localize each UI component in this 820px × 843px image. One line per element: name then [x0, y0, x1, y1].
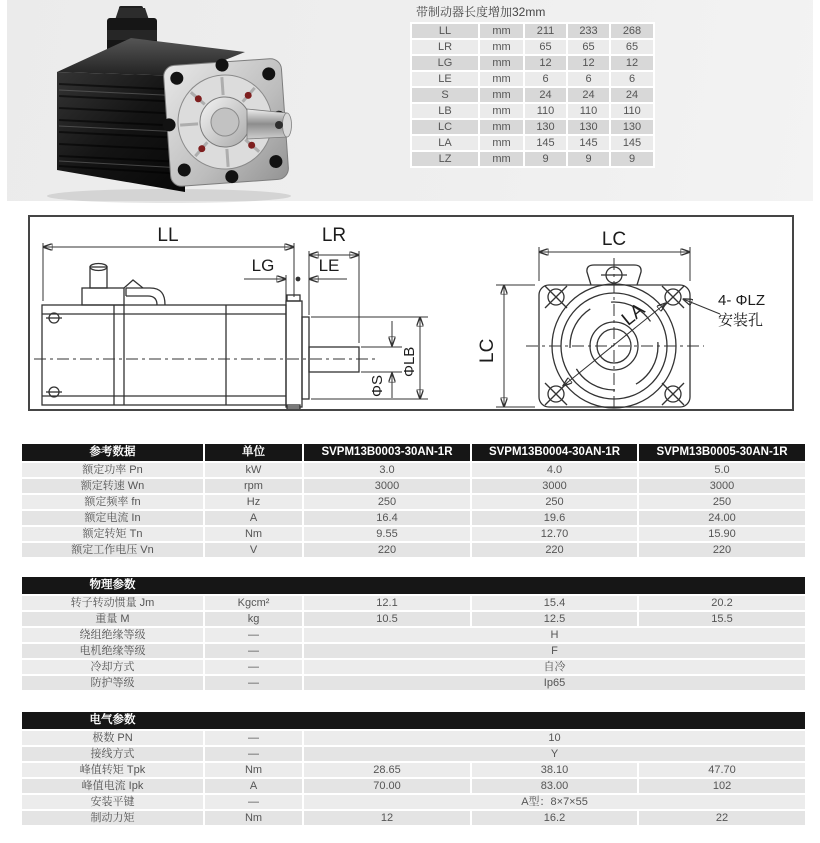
dim-label-phi-lb: ΦLB	[401, 346, 418, 377]
spec-value-cell: 250	[638, 494, 806, 510]
dim-row	[411, 39, 654, 55]
spec-unit-cell: kg	[204, 611, 303, 627]
spec-row	[21, 794, 806, 810]
spec-unit-cell: V	[204, 542, 303, 558]
spec-unit-cell: kW	[204, 462, 303, 478]
dim-label-cell: LE	[411, 71, 479, 87]
spec-value-cell: 250	[471, 494, 638, 510]
spec-row	[21, 595, 806, 611]
spec-param-cell: 额定电流 In	[21, 510, 204, 526]
spec-param-cell: 极数 PN	[21, 730, 204, 746]
spec-row	[21, 627, 806, 643]
spec-header-row	[21, 443, 806, 462]
dim-label-cell: LR	[411, 39, 479, 55]
dim-label-ll: LL	[157, 225, 179, 246]
spec-value-cell: 15.5	[638, 611, 806, 627]
spec-value-cell: 3000	[303, 478, 471, 494]
dim-value-cell: 65	[567, 39, 610, 55]
dim-value-cell: 110	[567, 103, 610, 119]
spec-param-cell: 额定转矩 Tn	[21, 526, 204, 542]
dim-value-cell: 9	[610, 151, 654, 167]
spec-param-cell: 额定频率 fn	[21, 494, 204, 510]
spec-value-cell: 16.4	[303, 510, 471, 526]
dim-label-cell: LC	[411, 119, 479, 135]
dimension-table	[410, 22, 655, 168]
dim-value-cell: 65	[524, 39, 567, 55]
spec-value-cell: 12.70	[471, 526, 638, 542]
spec-row	[21, 810, 806, 826]
spec-unit-cell: Kgcm²	[204, 595, 303, 611]
dim-unit-cell: mm	[479, 55, 524, 71]
spec-value-cell: 12	[303, 810, 471, 826]
spec-unit-cell: Nm	[204, 810, 303, 826]
dim-label-cell: LG	[411, 55, 479, 71]
dimension-drawing-svg	[30, 217, 792, 409]
dim-row	[411, 119, 654, 135]
spec-param-cell: 绕组绝缘等级	[21, 627, 204, 643]
spec-header-cell: 单位	[204, 443, 303, 462]
spec-row	[21, 778, 806, 794]
dim-unit-cell: mm	[479, 23, 524, 39]
dim-value-cell: 9	[567, 151, 610, 167]
dim-value-cell: 130	[567, 119, 610, 135]
dim-value-cell: 24	[610, 87, 654, 103]
spec-param-cell: 安装平键	[21, 794, 204, 810]
dim-row	[411, 87, 654, 103]
motor-photo-image	[19, 0, 311, 205]
spec-param-cell: 转子转动惯量 Jm	[21, 595, 204, 611]
spec-param-cell: 防护等级	[21, 675, 204, 691]
spec-value-cell: 220	[638, 542, 806, 558]
spec-row	[21, 746, 806, 762]
spec-value-cell: 220	[303, 542, 471, 558]
dim-unit-cell: mm	[479, 71, 524, 87]
spec-row	[21, 526, 806, 542]
spec-param-cell: 峰值转矩 Tpk	[21, 762, 204, 778]
spec-value-cell: Ip65	[303, 675, 806, 691]
spec-table-1	[20, 575, 807, 692]
spec-row	[21, 510, 806, 526]
dim-value-cell: 12	[524, 55, 567, 71]
brake-note: 带制动器长度增加32mm	[416, 5, 546, 19]
spec-value-cell: 3000	[471, 478, 638, 494]
spec-value-cell: 15.4	[471, 595, 638, 611]
spec-value-cell: 5.0	[638, 462, 806, 478]
dim-unit-cell: mm	[479, 87, 524, 103]
spec-value-cell: 自冷	[303, 659, 806, 675]
spec-value-cell: 3000	[638, 478, 806, 494]
dim-value-cell: 268	[610, 23, 654, 39]
spec-value-cell: Y	[303, 746, 806, 762]
spec-header-cell: 参考数据	[21, 443, 204, 462]
spec-unit-cell: —	[204, 746, 303, 762]
dim-value-cell: 24	[524, 87, 567, 103]
dim-unit-cell: mm	[479, 135, 524, 151]
dim-value-cell: 110	[610, 103, 654, 119]
dim-unit-cell: mm	[479, 119, 524, 135]
spec-section-title: 电气参数	[89, 714, 136, 726]
spec-header-row	[21, 711, 806, 730]
dim-label-cell: S	[411, 87, 479, 103]
spec-param-cell: 电机绝缘等级	[21, 643, 204, 659]
dim-value-cell: 211	[524, 23, 567, 39]
spec-value-cell: 20.2	[638, 595, 806, 611]
spec-unit-cell: —	[204, 794, 303, 810]
spec-value-cell: 3.0	[303, 462, 471, 478]
dim-value-cell: 130	[610, 119, 654, 135]
dim-value-cell: 233	[567, 23, 610, 39]
dim-row	[411, 71, 654, 87]
spec-param-cell: 额定工作电压 Vn	[21, 542, 204, 558]
spec-row	[21, 762, 806, 778]
spec-param-cell: 冷却方式	[21, 659, 204, 675]
spec-row	[21, 659, 806, 675]
spec-value-cell: 250	[303, 494, 471, 510]
dim-value-cell: 6	[567, 71, 610, 87]
spec-param-cell: 制动力矩	[21, 810, 204, 826]
dim-row	[411, 55, 654, 71]
spec-header-cell: SVPM13B0003-30AN-1R	[303, 443, 471, 462]
dim-value-cell: 145	[524, 135, 567, 151]
spec-unit-cell: A	[204, 778, 303, 794]
dim-value-cell: 6	[610, 71, 654, 87]
spec-param-cell: 接线方式	[21, 746, 204, 762]
mount-hole-note-line1: 4- ΦLZ	[718, 292, 765, 309]
front-view	[477, 229, 765, 408]
spec-row	[21, 611, 806, 627]
spec-unit-cell: Nm	[204, 762, 303, 778]
spec-table-2	[20, 710, 807, 827]
spec-unit-cell: —	[204, 627, 303, 643]
mount-hole-note-line2: 安装孔	[718, 312, 764, 329]
dim-label-le: LE	[318, 256, 340, 275]
motor-photo	[19, 0, 311, 205]
spec-value-cell: 24.00	[638, 510, 806, 526]
spec-value-cell: 47.70	[638, 762, 806, 778]
spec-unit-cell: —	[204, 643, 303, 659]
side-view	[34, 225, 428, 409]
spec-value-cell: 70.00	[303, 778, 471, 794]
dim-value-cell: 110	[524, 103, 567, 119]
dim-value-cell: 12	[567, 55, 610, 71]
dim-label-cell: LA	[411, 135, 479, 151]
top-band	[7, 0, 813, 201]
spec-value-cell: 15.90	[638, 526, 806, 542]
dim-value-cell: 145	[610, 135, 654, 151]
dim-label-la: LA	[617, 299, 650, 331]
spec-value-cell: 9.55	[303, 526, 471, 542]
spec-header-bar	[21, 711, 806, 730]
spec-param-cell: 重量 M	[21, 611, 204, 627]
spec-value-cell: 4.0	[471, 462, 638, 478]
spec-param-cell: 额定功率 Pn	[21, 462, 204, 478]
spec-value-cell: 19.6	[471, 510, 638, 526]
spec-value-cell: 102	[638, 778, 806, 794]
spec-unit-cell: —	[204, 730, 303, 746]
dim-label-phi-s: ΦS	[369, 375, 386, 397]
dim-unit-cell: mm	[479, 151, 524, 167]
dim-value-cell: 145	[567, 135, 610, 151]
dim-value-cell: 24	[567, 87, 610, 103]
dim-value-cell: 6	[524, 71, 567, 87]
spec-value-cell: 22	[638, 810, 806, 826]
spec-param-cell: 峰值电流 Ipk	[21, 778, 204, 794]
spec-row	[21, 462, 806, 478]
spec-value-cell: 10.5	[303, 611, 471, 627]
spec-value-cell: 220	[471, 542, 638, 558]
spec-value-cell: 12.5	[471, 611, 638, 627]
spec-value-cell: 38.10	[471, 762, 638, 778]
dim-label-lc-top: LC	[601, 229, 627, 250]
spec-row	[21, 643, 806, 659]
dim-value-cell: 130	[524, 119, 567, 135]
spec-row	[21, 675, 806, 691]
dim-label-cell: LB	[411, 103, 479, 119]
spec-unit-cell: —	[204, 675, 303, 691]
spec-unit-cell: Nm	[204, 526, 303, 542]
dim-unit-cell: mm	[479, 39, 524, 55]
dim-value-cell: 9	[524, 151, 567, 167]
spec-value-cell: 28.65	[303, 762, 471, 778]
spec-value-cell: F	[303, 643, 806, 659]
spec-header-cell: SVPM13B0004-30AN-1R	[471, 443, 638, 462]
spec-unit-cell: —	[204, 659, 303, 675]
spec-param-cell: 额定转速 Wn	[21, 478, 204, 494]
spec-unit-cell: A	[204, 510, 303, 526]
dim-label-lc-left: LC	[477, 338, 498, 363]
dimension-drawing	[28, 215, 794, 411]
spec-value-cell: 10	[303, 730, 806, 746]
dim-row	[411, 23, 654, 39]
spec-unit-cell: rpm	[204, 478, 303, 494]
dim-row	[411, 151, 654, 167]
dim-value-cell: 12	[610, 55, 654, 71]
spec-row	[21, 730, 806, 746]
dim-value-cell: 65	[610, 39, 654, 55]
spec-unit-cell: Hz	[204, 494, 303, 510]
spec-header-row	[21, 576, 806, 595]
spec-header-bar	[21, 576, 806, 595]
spec-value-cell: H	[303, 627, 806, 643]
dim-row	[411, 103, 654, 119]
spec-section-title: 物理参数	[89, 579, 136, 591]
spec-value-cell: 12.1	[303, 595, 471, 611]
dim-label-cell: LL	[411, 23, 479, 39]
spec-value-cell: 83.00	[471, 778, 638, 794]
spec-value-cell: A型：8×7×55	[303, 794, 806, 810]
spec-row	[21, 478, 806, 494]
dim-unit-cell: mm	[479, 103, 524, 119]
dim-label-lr: LR	[321, 225, 347, 246]
spec-row	[21, 494, 806, 510]
dim-label-lg: LG	[251, 256, 275, 275]
spec-value-cell: 16.2	[471, 810, 638, 826]
dim-label-cell: LZ	[411, 151, 479, 167]
spec-table-0	[20, 442, 807, 559]
spec-header-cell: SVPM13B0005-30AN-1R	[638, 443, 806, 462]
dim-row	[411, 135, 654, 151]
spec-row	[21, 542, 806, 558]
